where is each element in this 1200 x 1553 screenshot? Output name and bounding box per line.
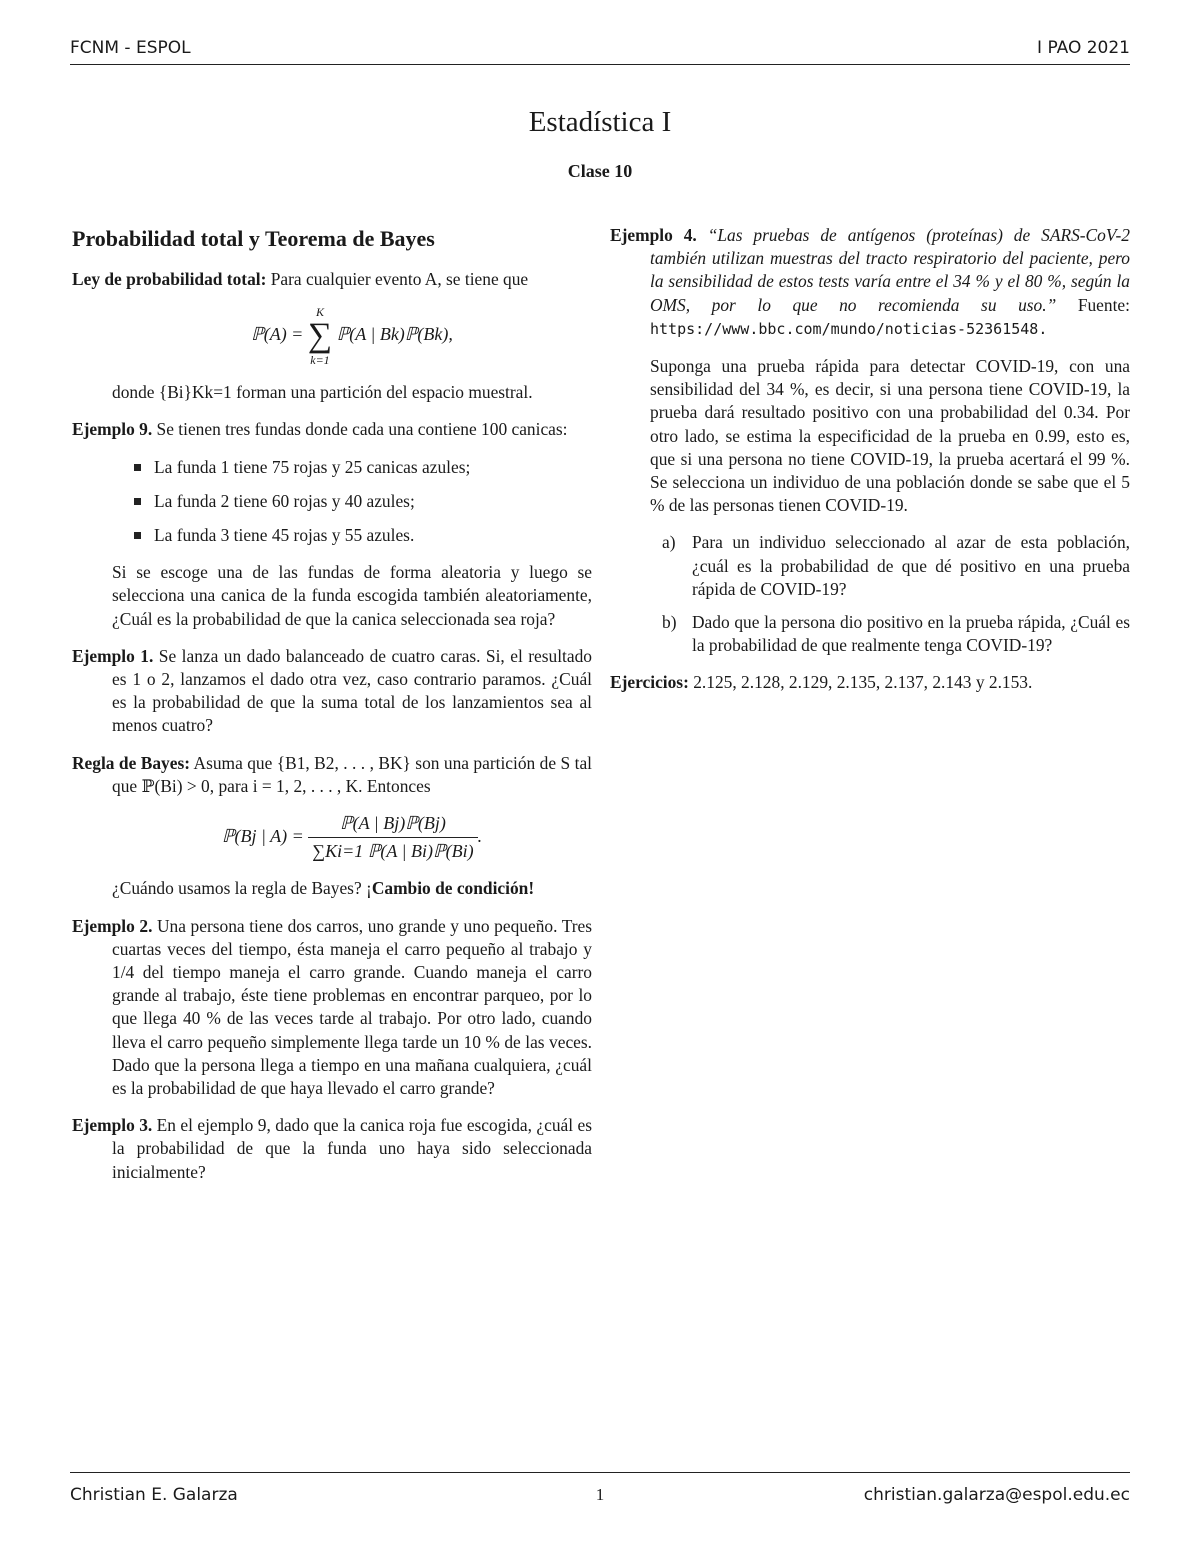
ej3-label: Ejemplo 3. [72,1115,153,1136]
ej2-text: Una persona tiene dos carros, uno grande y uno pequeño. Tres cuartas veces del tiempo, ésta maneja el carro pequeño al trabajo y 1/4 del tiempo maneja el carro grande. Cuando maneja el carro grande al trabajo, éste tiene problemas en encontrar parqueo, por lo que llega 40 % de las veces tarde al trabajo. Por otro lado, cuando lleva el carro pequeño simplemente llega tarde un 10 % de las veces. Dado que la persona llega a tiempo en una mañana cualquiera, ¿cuál es la probabilidad de que haya llevado el carro grande? [112,915,592,1099]
ejemplo-1 [72,645,592,738]
footer-author: Christian E. Galarza [70,1485,238,1505]
ej1-label: Ejemplo 1. [72,645,154,666]
total-probability-formula [112,305,592,367]
regla-bayes [72,752,592,798]
bayes-question: ¿Cuándo usamos la regla de Bayes? ¡Cambio de condición! [112,878,535,899]
ley-text: Para cualquier evento A, se tiene que [270,269,529,289]
list-item: La funda 2 tiene 60 rojas y 40 azules; [132,490,592,513]
ej4-source-link[interactable]: https://www.bbc.com/mundo/noticias-52361548. [650,319,1048,338]
list-item: La funda 3 tiene 45 rojas y 55 azules. [132,524,592,547]
ley-label: Ley de probabilidad total: [72,269,267,289]
bayes-denominator: ∑Ki=1 ℙ(A | Bi)ℙ(Bi) [312,841,474,862]
left-column [72,224,592,1198]
ej4-paragraph: Suponga una prueba rápida para detectar COVID-19, con una sensibilidad del 34 %, es decir, si una persona tiene COVID-19, la prueba dará resultado positivo con una probabilidad del 0.34. Por otro lado, se estima la especificidad de la prueba en 0.99, esto es, que si una persona no tiene COVID-19, la prueba acertará el 99 %. Se selecciona un individuo de una población donde se sabe que el 5 % de las personas tienen COVID-19. [650,356,1130,516]
sum-symbol: ∑ [307,317,333,355]
list-item: a) Para un individuo seleccionado al azar de esta población, ¿cuál es la probabilidad de que dé positivo en una prueba rápida de COVID-19? [662,532,1130,599]
bayes-label: Regla de Bayes: [72,752,191,773]
document-title: Estadística I [528,106,672,138]
list-item: La funda 1 tiene 75 rojas y 25 canicas azules; [132,456,592,479]
ley-after: donde {Bi}Kk=1 forman una partición del espacio muestral. [112,382,533,403]
ejercicios-text: 2.125, 2.128, 2.129, 2.135, 2.137, 2.143 y 2.153. [693,672,1033,693]
formula-rhs: ℙ(A | Bk)ℙ(Bk), [336,324,453,345]
ej1-text: Se lanza un dado balanceado de cuatro caras. Si, el resultado es 1 o 2, lanzamos el dado otra vez, caso contrario paramos. ¿Cuál es la probabilidad de que la suma total de los lanzamientos sea al menos cuatro? [112,645,592,736]
sum-limits: K ∑ k=1 [307,305,333,368]
header-left: FCNM - ESPOL [70,38,191,58]
ej9-label: Ejemplo 9. [72,419,153,440]
bayes-text: Asuma que {B1, B2, . . . , BK} son una partición de S tal que ℙ(Bi) > 0, para i = 1, 2, . . . , K. Entonces [112,752,593,796]
bayes-formula: ℙ(Bj | A) = $\frac{\text{ℙ(A | Bj)ℙ(Bj)}}{\text{∑Ki=1 ℙ(A | Bi)ℙ(Bi)}}$ . [112,812,592,863]
ejercicios [610,671,1130,694]
section-heading: Probabilidad total y Teorema de Bayes [72,226,435,251]
page-footer [70,1472,1130,1513]
ej9-list [132,456,592,548]
list-item: b) Dado que la persona dio positivo en la prueba rápida, ¿Cuál es la probabilidad de que realmente tenga COVID-19? [662,612,1130,656]
bayes-fraction [308,812,477,863]
ej3-text: En el ejemplo 9, dado que la canica roja fue escogida, ¿cuál es la probabilidad de que la funda uno haya sido seleccionada inicialmente? [112,1115,592,1182]
bayes-numerator: ℙ(A | Bj)ℙ(Bj) [308,812,477,838]
page-number: 1 [595,1485,605,1504]
ej2-label: Ejemplo 2. [72,915,153,936]
ejemplo-2 [72,915,592,1101]
ej9-question: Si se escoge una de las fundas de forma aleatoria y luego se selecciona una canica de la funda escogida también aleatoriamente, ¿Cuál es la probabilidad de que la canica seleccionada sea roja? [112,562,592,629]
ej9-text: Se tienen tres fundas donde cada una contiene 100 canicas: [156,419,568,440]
document-subtitle: Clase 10 [567,161,633,181]
ejemplo-9 [72,418,592,441]
footer-email[interactable]: christian.galarza@espol.edu.ec [863,1485,1130,1505]
formula-lhs: ℙ(A) = [251,324,304,345]
ejercicios-label: Ejercicios: [610,672,689,693]
ej4-source-label: Fuente: [1077,294,1130,315]
ej4-label: Ejemplo 4. [610,225,697,245]
right-column [610,224,1130,709]
page-header [70,38,1130,65]
ej4-parts [650,531,1130,657]
ej4-quote: “Las pruebas de antígenos (proteínas) de SARS-CoV-2 también utilizan muestras del tracto respiratorio del paciente, pero la sensibilidad de estos tests varía entre el 34 % y el 80 %, según la OMS, por lo que no recomienda su uso.” [650,225,1130,315]
bayes-lhs: ℙ(Bj | A) = [221,825,304,846]
ejemplo-4 [610,224,1130,341]
header-right: I PAO 2021 [1037,38,1130,58]
ley-paragraph [72,268,592,291]
ejemplo-3 [72,1114,592,1184]
